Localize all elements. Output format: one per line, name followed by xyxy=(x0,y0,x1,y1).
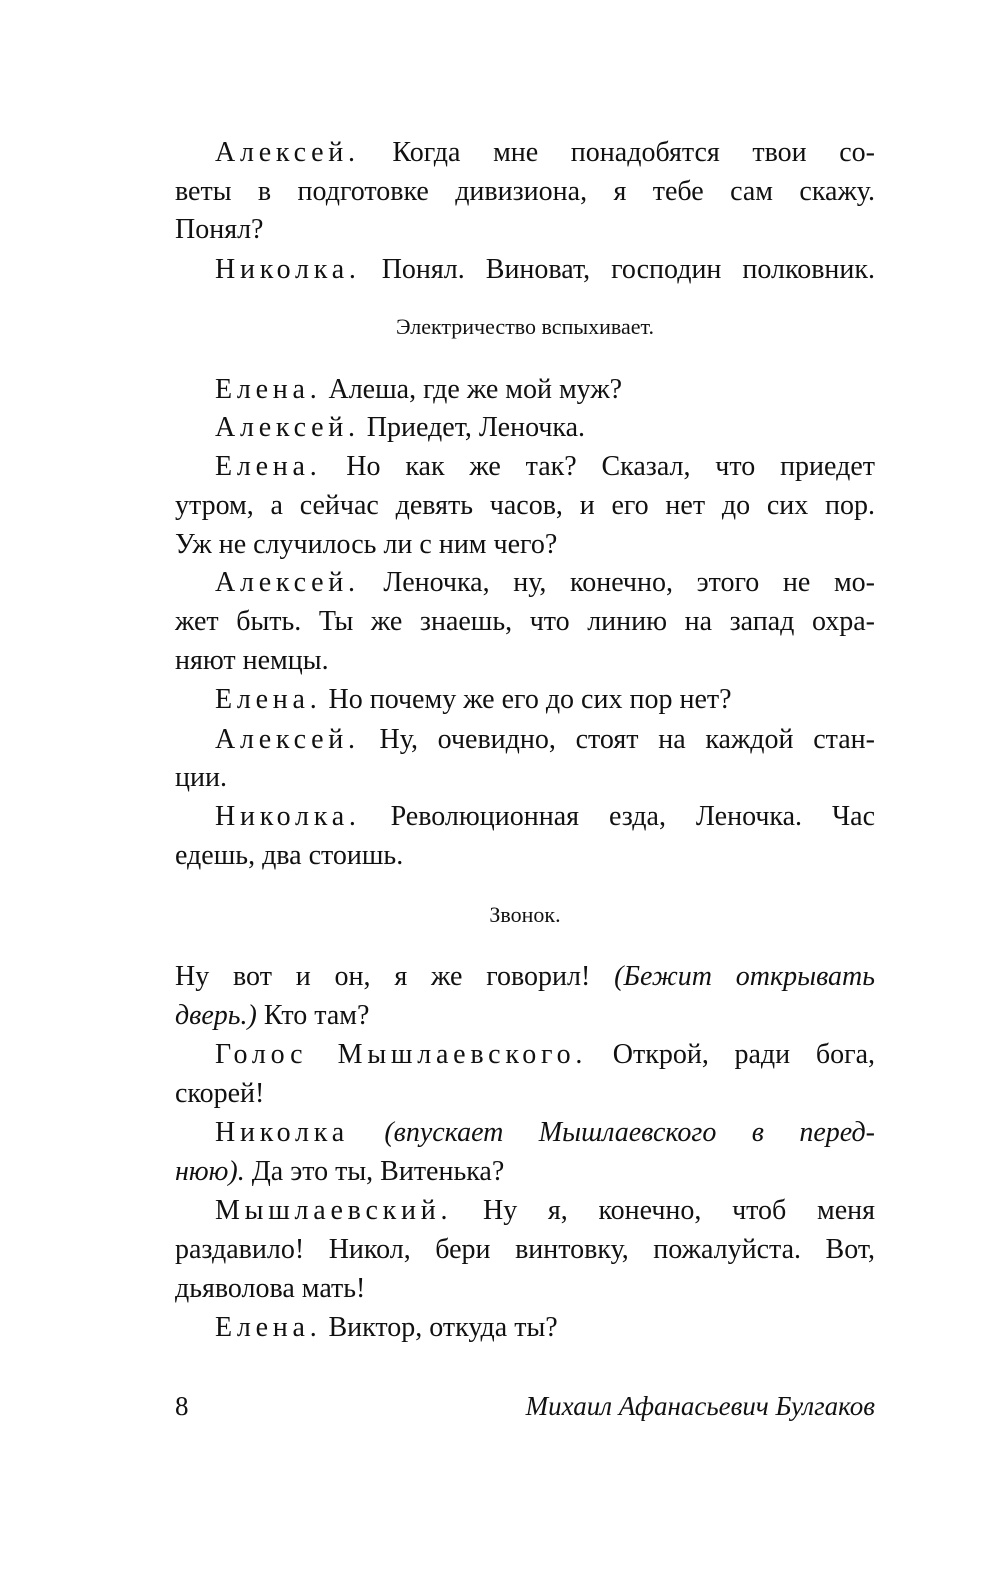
dialogue-text: Ну вот и он, я же говорил! xyxy=(175,961,615,992)
speaker-name: Голос Мышлаевского. xyxy=(215,1039,588,1070)
dialogue-text: Но как же так? Сказал, что приедет xyxy=(321,451,875,482)
dialogue-text: Но почему же его до сих пор нет? xyxy=(321,684,732,715)
text-line xyxy=(215,133,875,173)
text-line xyxy=(175,996,875,1036)
text-line xyxy=(175,210,875,250)
dialogue-text: дьяволова мать! xyxy=(175,1273,366,1304)
dialogue-text: Кто там? xyxy=(256,1000,370,1031)
dialogue-text: утром, а сейчас девять часов, и его нет до сих пор. xyxy=(175,490,875,521)
text-line xyxy=(215,1308,875,1348)
speaker-name: Алексей. xyxy=(215,412,360,443)
speaker-name: Николка. xyxy=(215,254,361,285)
dialogue-text: Да это ты, Витенька? xyxy=(244,1156,505,1187)
dialogue-text: Открой, ради бога, xyxy=(587,1039,875,1070)
speaker-name: Елена. xyxy=(215,451,322,482)
stage-remark: (впускает Мышлаевского в перед- xyxy=(384,1117,875,1148)
stage-direction: Электричество вспыхивает. xyxy=(396,314,654,339)
text-line xyxy=(215,1035,875,1075)
speaker-name: Николка. xyxy=(215,801,361,832)
dialogue-text: Приедет, Леночка. xyxy=(359,412,586,443)
text-line xyxy=(175,525,875,565)
text-line xyxy=(215,250,875,290)
page-number: 8 xyxy=(175,1391,189,1421)
text-line xyxy=(175,172,875,212)
speaker-name: Елена. xyxy=(215,374,322,405)
stage-remark: нюю). xyxy=(175,1156,245,1187)
dialogue-text: Ну я, конечно, чтоб меня xyxy=(452,1195,875,1226)
dialogue-text: Понял? xyxy=(175,214,264,245)
dialogue-text: веты в подготовке дивизиона, я тебе сам скажу. xyxy=(175,176,875,207)
dialogue-text: едешь, два стоишь. xyxy=(175,840,404,871)
dialogue-text xyxy=(349,1117,384,1148)
text-line xyxy=(215,797,875,837)
text-line xyxy=(175,957,875,997)
stage-remark: (Бежит открывать xyxy=(614,961,875,992)
text-line xyxy=(215,563,875,603)
dialogue-text: Уж не случилось ли с ним чего? xyxy=(175,529,558,560)
text-line xyxy=(175,1074,875,1114)
text-line xyxy=(175,486,875,526)
dialogue-text: жет быть. Ты же знаешь, что линию на запад охра- xyxy=(175,606,875,637)
dialogue-text: Ну, очевидно, стоят на каждой стан- xyxy=(359,724,875,755)
text-line xyxy=(215,1113,875,1153)
running-footer-author: Михаил Афанасьевич Булгаков xyxy=(525,1391,875,1421)
text-line xyxy=(175,836,875,876)
text-line xyxy=(215,408,875,448)
dialogue-text: Алеша, где же мой муж? xyxy=(321,374,623,405)
speaker-name: Николка xyxy=(215,1117,349,1148)
speaker-name: Елена. xyxy=(215,1312,322,1343)
text-line xyxy=(175,758,875,798)
dialogue-text: Виктор, откуда ты? xyxy=(321,1312,558,1343)
stage-remark: дверь.) xyxy=(175,1000,257,1031)
dialogue-text: Понял. Виноват, господин полковник. xyxy=(360,254,875,285)
speaker-name: Алексей. xyxy=(215,724,360,755)
text-line xyxy=(215,370,875,410)
speaker-name: Алексей. xyxy=(215,567,360,598)
dialogue-text: няют немцы. xyxy=(175,645,329,676)
dialogue-text: Леночка, ну, конечно, этого не мо- xyxy=(359,567,875,598)
dialogue-text: ции. xyxy=(175,762,227,793)
speaker-name: Алексей. xyxy=(215,137,360,168)
dialogue-text: Когда мне понадобятся твои со- xyxy=(359,137,875,168)
stage-direction: Звонок. xyxy=(489,902,561,927)
speaker-name: Мышлаевский. xyxy=(215,1195,453,1226)
dialogue-text: скорей! xyxy=(175,1078,265,1109)
speaker-name: Елена. xyxy=(215,684,322,715)
text-line xyxy=(215,1191,875,1231)
text-line xyxy=(215,720,875,760)
text-line xyxy=(215,680,875,720)
text-line xyxy=(175,1230,875,1270)
text-line xyxy=(175,641,875,681)
text-line xyxy=(215,447,875,487)
text-line xyxy=(175,1152,875,1192)
text-line xyxy=(175,1269,875,1309)
text-line xyxy=(175,602,875,642)
dialogue-text: раздавило! Никол, бери винтовку, пожалуйста. Вот, xyxy=(175,1234,875,1265)
dialogue-text: Революционная езда, Леночка. Час xyxy=(360,801,875,832)
